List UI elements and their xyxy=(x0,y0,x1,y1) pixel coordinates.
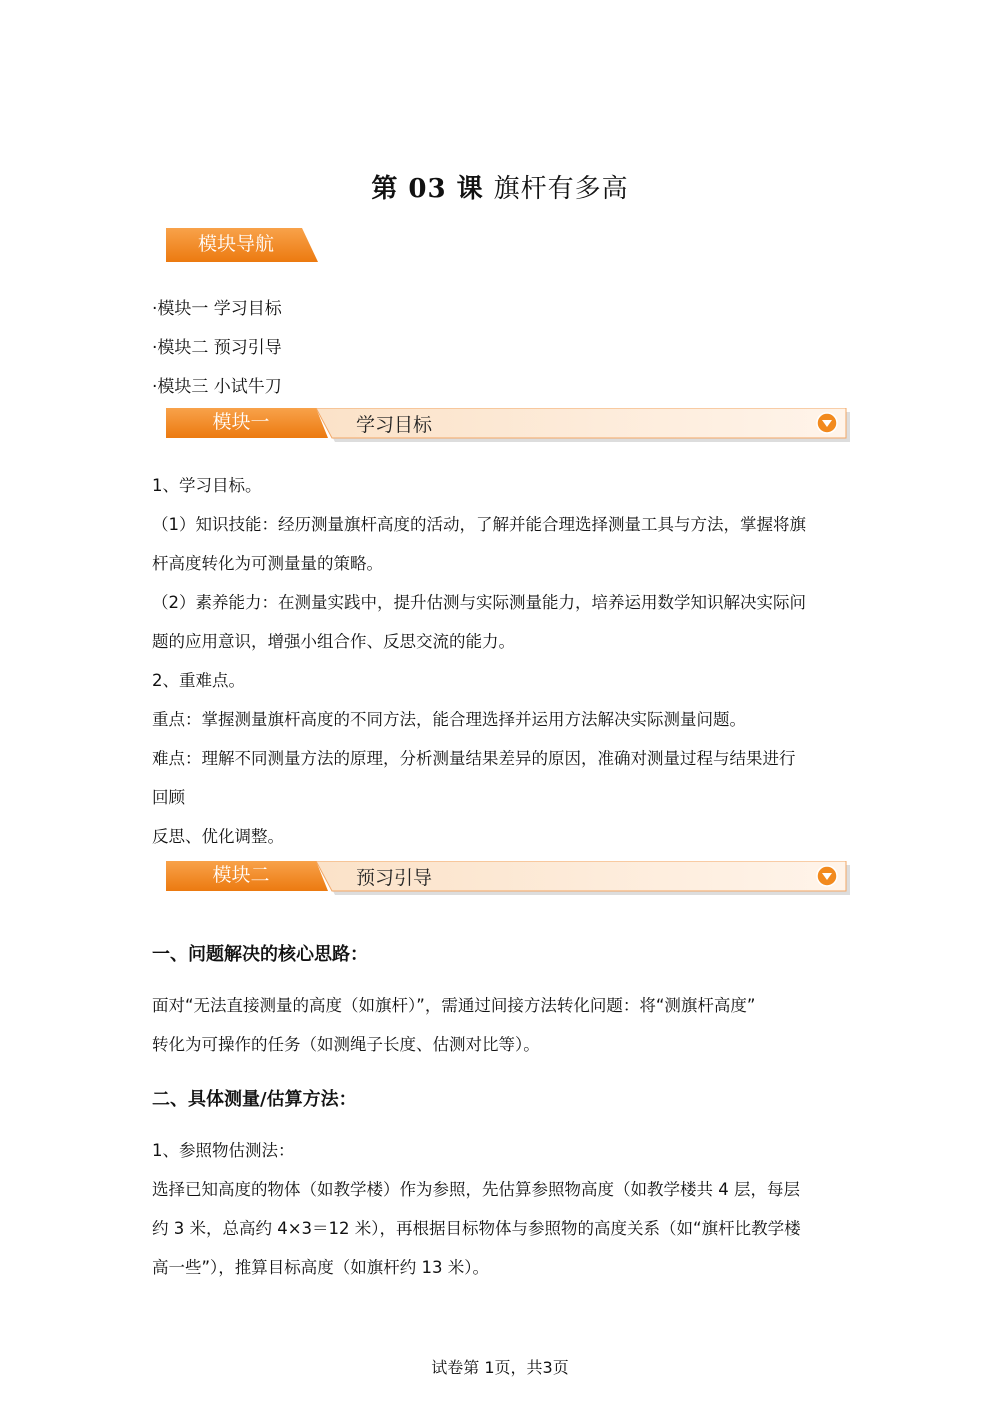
module2-banner xyxy=(166,861,850,899)
section1-content xyxy=(152,986,852,1064)
section-heading: 二、具体测量/估算方法： xyxy=(152,1089,357,1110)
module2-label: 模块二 xyxy=(212,864,270,886)
chevron-down-icon[interactable] xyxy=(816,412,838,434)
text-line: 转化为可操作的任务（如测绳子长度、估测对比等）。 xyxy=(152,1035,540,1054)
text-line: 1、学习目标。 xyxy=(152,476,262,495)
section-heading: 一、问题解决的核心思路： xyxy=(152,944,368,965)
text-line: 选择已知高度的物体（如教学楼）作为参照，先估算参照物高度（如教学楼共 4 层，每层 xyxy=(152,1180,800,1199)
lesson-number: 第 03 课 xyxy=(371,174,484,204)
text-line: 重点：掌握测量旗杆高度的不同方法，能合理选择并运用方法解决实际测量问题。 xyxy=(152,710,746,729)
nav-item-2[interactable]: ·模块二 预习引导 xyxy=(152,338,282,358)
text-line: 1、参照物估测法： xyxy=(152,1141,295,1160)
page-footer: 试卷第 1页，共3页 xyxy=(431,1358,569,1377)
module1-subtitle: 学习目标 xyxy=(356,414,433,436)
text-line: 反思、优化调整。 xyxy=(152,827,284,846)
chevron-down-icon[interactable] xyxy=(816,865,838,887)
text-line: 题的应用意识，增强小组合作、反思交流的能力。 xyxy=(152,632,515,651)
text-line: 面对“无法直接测量的高度（如旗杆）”，需通过间接方法转化问题：将“测旗杆高度” xyxy=(152,996,756,1015)
module-nav-tab xyxy=(166,228,318,262)
text-line: 约 3 米，总高约 4×3＝12 米），再根据目标物体与参照物的高度关系（如“旗杆比教学楼 xyxy=(152,1219,801,1238)
module1-content xyxy=(152,466,852,856)
module1-banner xyxy=(166,408,850,446)
lesson-name: 旗杆有多高 xyxy=(493,174,629,204)
text-line: 难点：理解不同测量方法的原理，分析测量结果差异的原因，准确对测量过程与结果进行 xyxy=(152,749,796,768)
text-line: 回顾 xyxy=(152,788,185,807)
module1-label: 模块一 xyxy=(212,411,270,433)
module2-subtitle: 预习引导 xyxy=(356,867,433,889)
nav-item-1[interactable]: ·模块一 学习目标 xyxy=(152,299,282,319)
section2-content xyxy=(152,1131,852,1287)
text-line: 高一些”），推算目标高度（如旗杆约 13 米）。 xyxy=(152,1258,490,1277)
text-line: （1）知识技能：经历测量旗杆高度的活动，了解并能合理选择测量工具与方法，掌握将旗 xyxy=(152,515,806,534)
page-title xyxy=(0,168,1000,205)
text-line: 杆高度转化为可测量量的策略。 xyxy=(152,554,383,573)
text-line: （2）素养能力：在测量实践中，提升估测与实际测量能力，培养运用数学知识解决实际问 xyxy=(152,593,806,612)
nav-tab-label: 模块导航 xyxy=(197,233,274,255)
nav-item-3[interactable]: ·模块三 小试牛刀 xyxy=(152,377,282,397)
text-line: 2、重难点。 xyxy=(152,671,245,690)
